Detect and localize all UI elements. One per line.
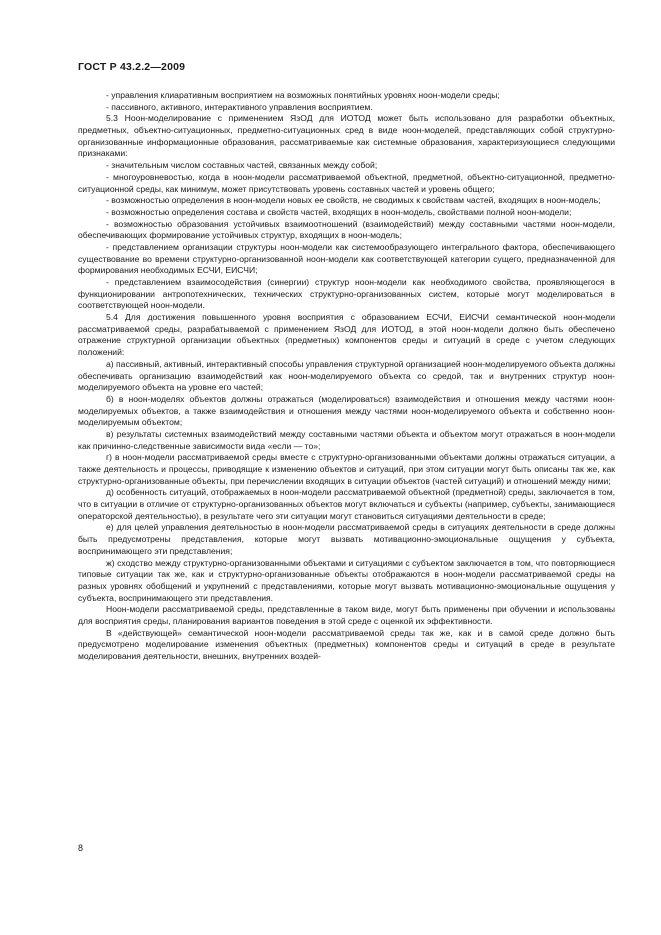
paragraph: е) для целей управления деятельностью в ноон-модели рассматриваемой среды в ситуациях деятельности в среде должны быть предусмотрены представления, которые могут вызвать мотивационно-эмоциональные ощущения у субъекта, воспринимающего эти представления; <box>78 522 615 556</box>
paragraph: д) особенность ситуаций, отображаемых в ноон-модели рассматриваемой объектной (предметной) среды, заключается в том, что в ситуации в отличие от структурно-организованных объектов могут включаться и субъекты (например, субъекты, занимающиеся операторской деятельностью), в результате чего эти ситуации могут становиться ситуациями деятельности в среде; <box>78 487 615 521</box>
paragraph: ж) сходство между структурно-организованными объектами и ситуациями с субъектом заключается в том, что повторяющиеся типовые ситуации так же, как и структурно-организованные объекты отображаются в ноон-модели рассматриваемой среды на разных уровнях обобщений и укрупнений с представлениями, которые могут вызвать мотивационно-эмоциональные ощущения у субъекта, воспринимающего эти представления. <box>78 557 615 603</box>
document-header: ГОСТ Р 43.2.2—2009 <box>78 61 186 73</box>
document-body <box>78 90 615 663</box>
paragraph: Ноон-модели рассматриваемой среды, представленные в таком виде, могут быть применены при обучении и использованы для восприятия среды, планирования вариантов поведения в этой среде с оценкой их эффективности. <box>78 604 615 626</box>
paragraph: г) в ноон-модели рассматриваемой среды вместе с структурно-организованными объектами должны отражаться ситуации, а также деятельность и процессы, приводящие к изменению объектов и ситуаций, при этом ситуации могут быть описаны так же, как структурно-организованные объекты, при перечислении входящих в ситуации объектов (частей ситуаций) и отношений между ними; <box>78 452 615 486</box>
paragraph: - управления клиаративным восприятием на возможных понятийных уровнях ноон-модели среды; <box>106 90 500 100</box>
paragraph: а) пассивный, активный, интерактивный способы управления структурной организацией ноон-моделируемого объекта должны обеспечивать организацию взаимодействий как ноон-моделируемого объекта со средой, так и внутренних структур ноон-моделируемого объекта на уровне его частей; <box>78 358 615 393</box>
paragraph: В «действующей» семантической ноон-модели рассматриваемой среды так же, как и в самой среде должно быть предусмотрено моделирование изменения объектных (предметных) компонентов среды и ситуаций в среде в результате моделирования деятельности, внешних, внутренних воздей- <box>78 627 615 661</box>
paragraph: - многоуровневостью, когда в ноон-модели рассматриваемой объектной, предметной, объектно-ситуационной, предметно-ситуационной среды, как минимум, может присутствовать уровень составных частей и уровень общего; <box>78 171 615 194</box>
paragraph: - значительным числом составных частей, связанных между собой; <box>106 160 378 171</box>
paragraph: 5.3 Ноон-моделирование с применением ЯзОД для ИОТОД может быть использовано для разработки объектных, предметных, объектно-ситуационных, предметно-ситуационных сред в виде ноон-моделей, представляющих собой структурно-организованные информационные образования, рассматриваемые как системные образования, характеризующиеся следующими признаками: <box>78 113 615 159</box>
paragraph: - возможностью определения состава и свойств частей, входящих в ноон-модель, свойствами полной ноон-модели; <box>106 206 572 217</box>
paragraph: - представлением взаимосодействия (синергии) структур ноон-модели как необходимого свойства, проявляющегося в функционировании антропотехнических, технических структурно-организованных систем, которые могут моделироваться в соответствующей ноон-модели. <box>78 277 615 311</box>
paragraph: - возможностью образования устойчивых взаимоотношений (взаимодействий) между составными частями ноон-модели, обеспечивающих формирование устойчивых структур, входящих в ноон-модель; <box>78 218 615 241</box>
page-number: 8 <box>78 843 84 853</box>
paragraph: - пассивного, активного, интерактивного управления восприятием. <box>106 101 373 112</box>
paragraph: б) в ноон-моделях объектов должны отражаться (моделироваться) взаимодействия и отношения между частями ноон-моделируемых объектов, а также взаимодействия и отношения между частями ноон-моделируемого объекта и собственно ноон-моделируемым объектом; <box>78 393 615 428</box>
paragraph: в) результаты системных взаимодействий между составными частями объекта и объектом могут отражаться в ноон-модели как причинно-следственные зависимости вида «если — то»; <box>78 428 615 451</box>
paragraph: 5.4 Для достижения повышенного уровня восприятия с образованием ЕСЧИ, ЕИСЧИ семантической ноон-модели рассматриваемой среды, разрабатываемой с применением ЯзОД для ИОТОД, в этой ноон-модели должно быть обеспечено отражение структурной организации объектных (предметных) компонентов среды и ситуаций в среде с учетом следующих положений: <box>78 312 615 358</box>
paragraph: - возможностью определения в ноон-модели новых ее свойств, не сводимых к свойствам частей, входящих в ноон-модель; <box>106 195 601 206</box>
paragraph: - представлением организации структуры ноон-модели как системообразующего интегрального фактора, обеспечивающего существование во времени структурно-организованной ноон-модели как соответствующей категории сущего, предназначенной для формирования необходимых ЕСЧИ, ЕИСЧИ; <box>78 241 615 276</box>
